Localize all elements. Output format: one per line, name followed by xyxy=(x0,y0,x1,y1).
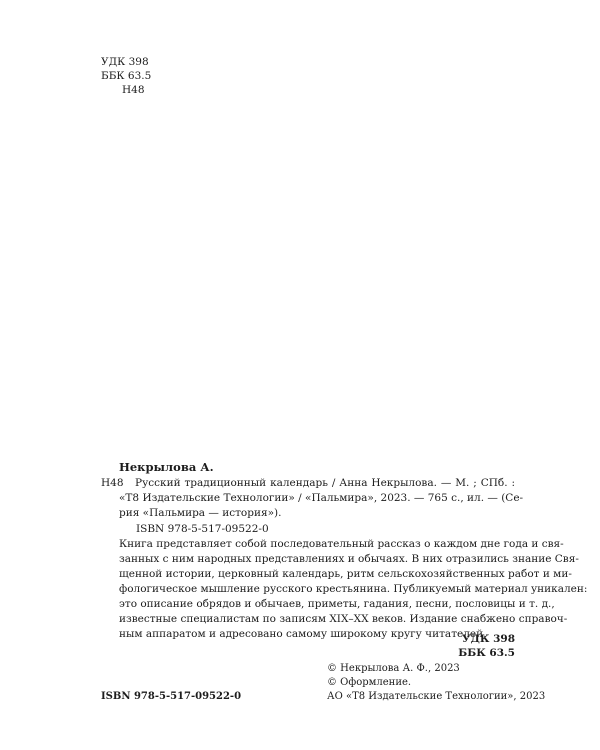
annotation-line-4: фологическое мышление русского крестьянина. Публикуемый материал уникален: xyxy=(119,583,588,595)
record-line-2: «Т8 Издательские Технологии» / «Пальмира», 2023. — 765 с., ил. — (Се- xyxy=(119,492,524,504)
copyright-author: © Некрылова А. Ф., 2023 xyxy=(327,663,460,674)
copyright-design: © Оформление. xyxy=(327,677,412,688)
copyright-publisher: АО «Т8 Издательские Технологии», 2023 xyxy=(327,691,546,702)
author-mark-top: Н48 xyxy=(122,84,145,96)
record-line-1: Русский традиционный календарь / Анна Некрылова. — М. ; СПб. : xyxy=(135,477,515,489)
annotation-line-2: занных с ним народных представлениях и обычаях. В них отразились знание Свя- xyxy=(119,553,579,565)
bottom-isbn: ISBN 978-5-517-09522-0 xyxy=(101,691,242,702)
author-heading: Некрылова А. xyxy=(119,460,214,474)
udk-code-bottom: УДК 398 xyxy=(462,633,515,645)
record-line-3: рия «Пальмира — история»). xyxy=(119,507,282,519)
bbk-code-top: ББК 63.5 xyxy=(101,70,152,82)
annotation-line-5: это описание обрядов и обычаев, приметы, гадания, песни, пословицы и т. д., xyxy=(119,598,555,610)
annotation-line-3: щенной истории, церковный календарь, ритм сельскохозяйственных работ и ми- xyxy=(119,568,572,580)
annotation-line-1: Книга представляет собой последовательный рассказ о каждом дне года и свя- xyxy=(119,538,564,550)
annotation-line-6: известные специалистам по записям XIX–XX веков. Издание снабжено справоч- xyxy=(119,613,568,625)
record-isbn: ISBN 978-5-517-09522-0 xyxy=(136,523,269,535)
annotation-line-7: ным аппаратом и адресовано самому широкому кругу читателей. xyxy=(119,628,487,640)
bbk-code-bottom: ББК 63.5 xyxy=(458,647,515,659)
call-mark: Н48 xyxy=(101,477,124,489)
udk-code-top: УДК 398 xyxy=(101,56,149,68)
